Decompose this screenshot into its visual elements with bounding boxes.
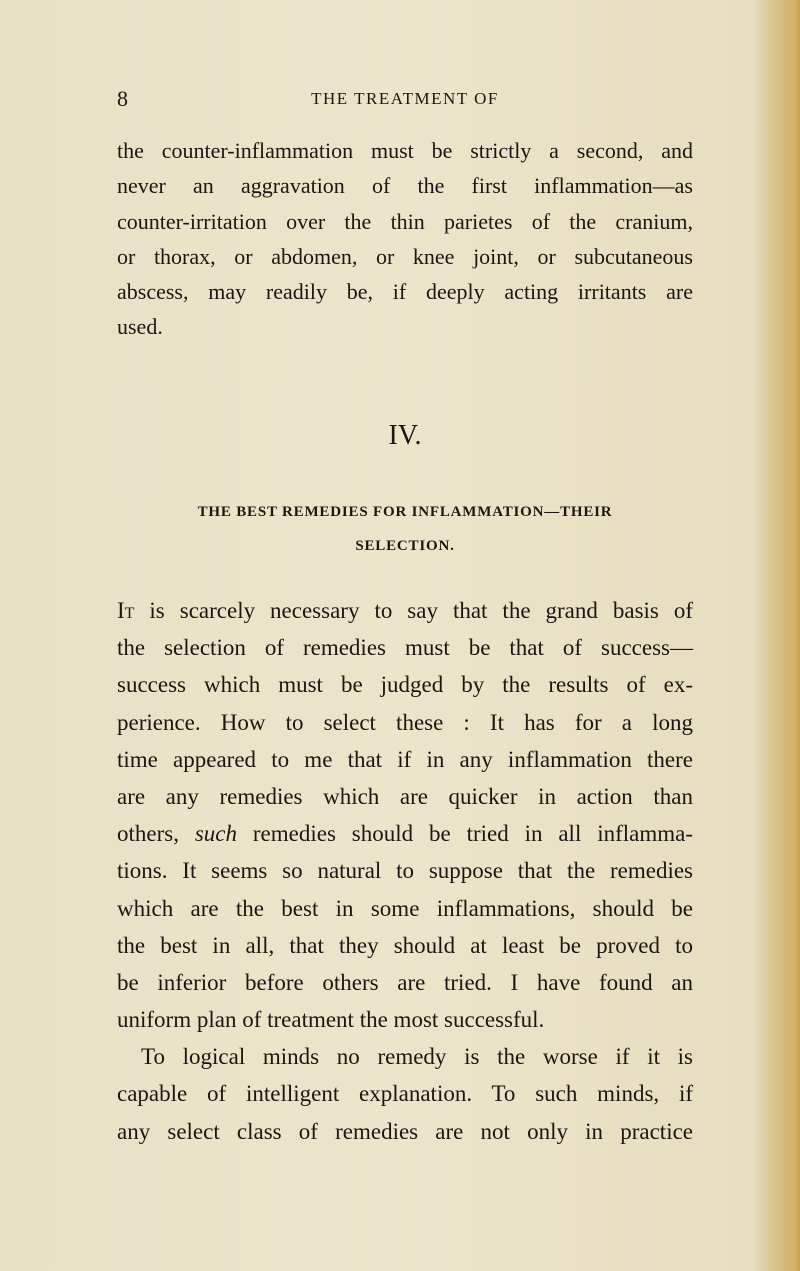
body-paragraph [117,592,693,1150]
running-head-title: THE TREATMENT OF [311,89,499,108]
text-line: or thorax, or abdomen, or knee joint, or subcutaneous [117,243,693,269]
text-line: perience. How to select these : It has for a long [117,709,693,735]
text-fragment: is scarcely necessary to say that the grand basis of [134,598,693,623]
text-line: uniform plan of treatment the most successful. [117,1007,545,1033]
text-line: time appeared to me that if in any inflammation there [117,746,693,772]
intro-paragraph [117,133,693,345]
running-head [117,86,693,116]
page-number: 8 [117,86,128,111]
emphasis: such [194,821,238,847]
section-heading [117,495,693,563]
text-line: To logical minds no remedy is the worse if it is [141,1044,693,1070]
text-fragment: remedies should be tried in all inflamma- [237,821,694,847]
section-heading-line: SELECTION. [355,538,455,554]
section-heading-line: THE BEST REMEDIES FOR INFLAMMATION—THEIR [197,504,613,520]
section-number: IV. [388,420,422,451]
page-edge [786,0,800,1271]
text-line: the counter-inflammation must be strictly a second, and [117,138,693,163]
text-line: used. [117,314,163,340]
text-line: abscess, may readily be, if deeply acting irritants are [117,279,693,305]
text-line: the best in all, that they should at least be proved to [117,932,693,958]
text-fragment: others, [117,821,195,847]
text-line [117,592,693,629]
text-line [117,815,693,852]
text-line: tions. It seems so natural to suppose that the remedies [117,858,693,884]
text-line: are any remedies which are quicker in action than [117,783,693,809]
text-line: the selection of remedies must be that of success— [117,635,693,661]
text-line: counter-irritation over the thin parietes of the cranium, [117,208,693,234]
text-line: success which must be judged by the results of ex- [117,672,693,698]
text-line: which are the best in some inflammations, should be [117,895,693,921]
text-line: any select class of remedies are not only in practice [117,1118,693,1144]
text-line: never an aggravation of the first inflammation—as [117,173,693,199]
text-line: capable of intelligent explanation. To such minds, if [117,1081,693,1107]
text-line: be inferior before others are tried. I have found an [117,969,693,995]
opening-word: It [117,598,135,623]
